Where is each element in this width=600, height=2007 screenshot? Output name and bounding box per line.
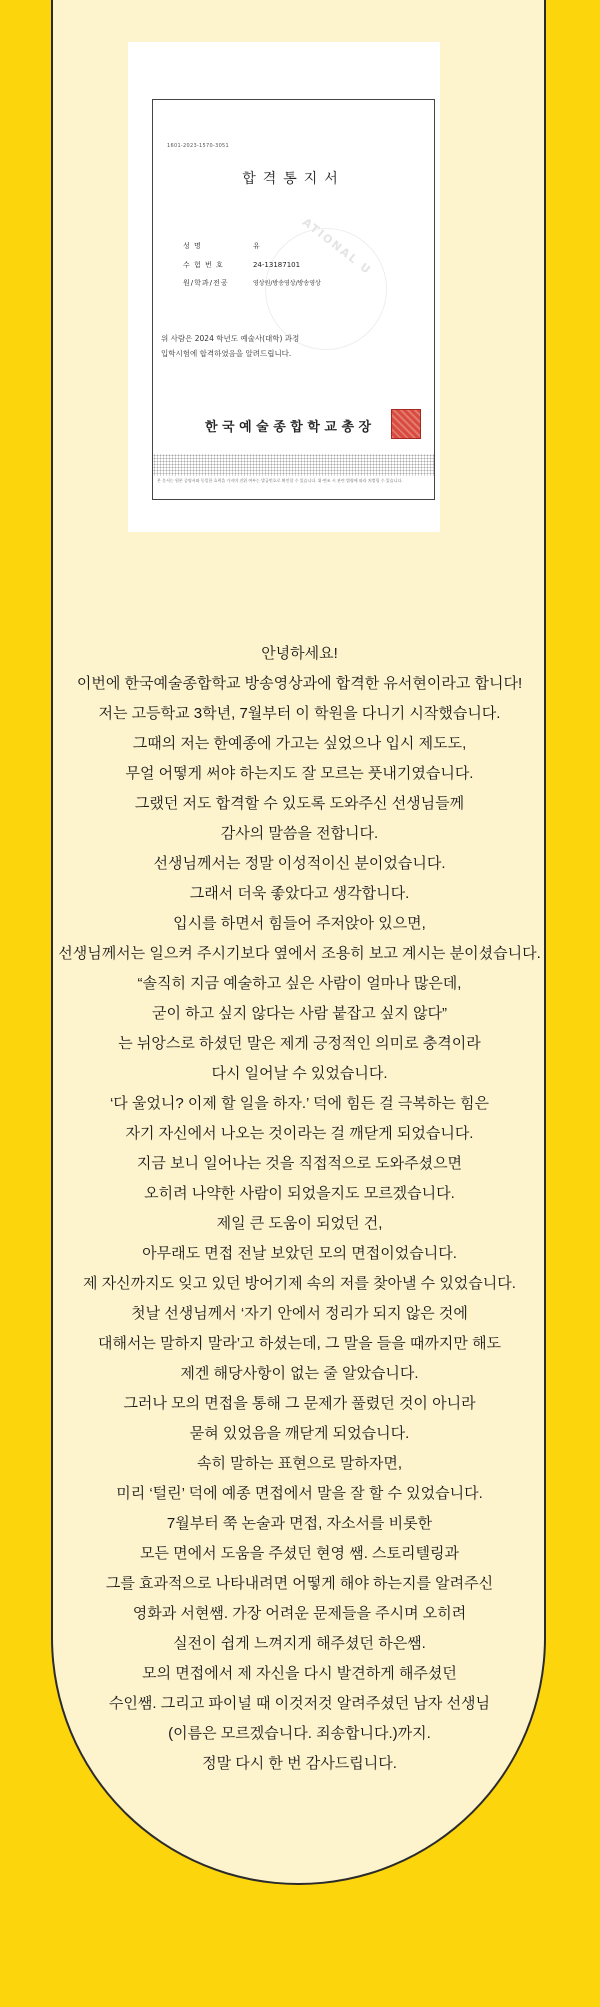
testimonial-line: 저는 고등학교 3학년, 7월부터 이 학원을 다니기 시작했습니다. <box>98 705 501 722</box>
field-value: 24-13187101 <box>253 261 301 269</box>
acceptance-certificate <box>152 99 435 500</box>
testimonial-line: 자기 자신에서 나오는 것이라는 걸 깨닫게 되었습니다. <box>125 1125 474 1142</box>
testimonial-line: 아무래도 면접 전날 보았던 모의 면접이었습니다. <box>142 1245 457 1262</box>
testimonial-line: 선생님께서는 정말 이성적이신 분이었습니다. <box>153 855 446 872</box>
certificate-title: 합격통지서 <box>242 171 345 187</box>
testimonial-line: 감사의 말씀을 전합니다. <box>220 825 379 842</box>
testimonial-line: 영화과 서현쌤. 가장 어려운 문제들을 주시며 오히려 <box>132 1605 467 1622</box>
testimonial-line: 제일 큰 도움이 되었던 건, <box>216 1215 383 1232</box>
security-pattern <box>153 454 434 476</box>
testimonial-line: ‘다 울었니? 이제 할 일을 하자.’ 덕에 힘든 걸 극복하는 힘은 <box>109 1095 490 1112</box>
testimonial-line: 속히 말하는 표현으로 말하자면, <box>196 1455 403 1472</box>
testimonial-line: (이름은 모르겠습니다. 죄송합니다.)까지. <box>168 1725 431 1742</box>
watermark-text: ATIONAL U <box>299 215 375 278</box>
certificate-signature: 한국예술종합학교총장 <box>205 420 376 435</box>
field-label: 수 험 번 호 <box>183 261 224 269</box>
testimonial-line: 모의 면접에서 제 자신을 다시 발견하게 해주셨던 <box>142 1665 457 1682</box>
official-seal <box>391 409 421 439</box>
testimonial-line: 7월부터 쭉 논술과 면접, 자소서를 비롯한 <box>166 1515 433 1532</box>
testimonial-line: 그래서 더욱 좋았다고 생각합니다. <box>189 885 410 902</box>
testimonial-line: 첫날 선생님께서 ‘자기 안에서 정리가 되지 않은 것에 <box>131 1305 468 1322</box>
field-label: 성 명 <box>183 242 202 250</box>
certificate-image <box>128 42 440 532</box>
certificate-body-line: 위 사람은 2024 학년도 예술사(대학) 과정 <box>161 334 300 343</box>
field-value: 유 <box>253 242 260 250</box>
testimonial-line: 그러나 모의 면접을 통해 그 문제가 풀렸던 것이 아니라 <box>123 1395 476 1412</box>
certificate-number: 1601-2023-1570-3051 <box>167 143 230 149</box>
field-exam-number <box>183 260 300 270</box>
field-value: 영상원/방송영상/방송영상 <box>253 280 321 287</box>
testimonial-line: 그를 효과적으로 나타내려면 어떻게 해야 하는지를 알려주신 <box>105 1575 494 1592</box>
testimonial-line: 오히려 나약한 사람이 되었을지도 모르겠습니다. <box>144 1185 455 1202</box>
testimonial-line: 입시를 하면서 힘들어 주저앉아 있으면, <box>173 915 426 932</box>
testimonial-line: 모든 면에서 도움을 주셨던 현영 쌤. 스토리텔링과 <box>140 1545 459 1562</box>
testimonial-line: 그때의 저는 한예종에 가고는 싶었으나 입시 제도도, <box>132 735 467 752</box>
certificate-body <box>161 331 299 361</box>
testimonial-line: 굳이 하고 싶지 않다는 사람 붙잡고 싶지 않다” <box>152 1005 447 1022</box>
testimonial-line: 안녕하세요! <box>261 645 338 662</box>
testimonial-line: “솔직히 지금 예술하고 싶은 사람이 얼마나 많은데, <box>137 975 462 992</box>
field-name <box>183 241 260 251</box>
certificate-body-line: 입학시험에 합격하였음을 알려드립니다. <box>161 349 292 358</box>
testimonial-line: 미리 ‘털린’ 덕에 예종 면접에서 말을 잘 할 수 있었습니다. <box>116 1485 483 1502</box>
testimonial-line: 지금 보니 일어나는 것을 직접적으로 도와주셨으면 <box>136 1155 463 1172</box>
testimonial-line: 이번에 한국예술종합학교 방송영상과에 합격한 유서현이라고 합니다! <box>76 675 523 692</box>
testimonial-line: 는 뉘앙스로 하셨던 말은 제게 긍정적인 의미로 충격이라 <box>118 1035 481 1052</box>
field-department <box>183 278 321 288</box>
testimonial-text <box>51 639 548 1779</box>
certificate-footer: 본 문서는 원본 증명서와 동일한 효력을 가지며 진위 여부는 발급번호로 확인할 수 있습니다. 위·변조 시 관련 법령에 따라 처벌될 수 있습니다. <box>157 478 403 483</box>
testimonial-line: 다시 일어날 수 있었습니다. <box>211 1065 388 1082</box>
testimonial-line: 무얼 어떻게 써야 하는지도 잘 모르는 풋내기였습니다. <box>125 765 474 782</box>
testimonial-line: 제 자신까지도 잊고 있던 방어기제 속의 저를 찾아낼 수 있었습니다. <box>83 1275 516 1292</box>
testimonial-line: 선생님께서는 일으켜 주시기보다 옆에서 조용히 보고 계시는 분이셨습니다. <box>58 945 541 962</box>
testimonial-line: 제겐 해당사항이 없는 줄 알았습니다. <box>180 1365 419 1382</box>
testimonial-line: 묻혀 있었음을 깨닫게 되었습니다. <box>189 1425 410 1442</box>
testimonial-line: 수인쌤. 그리고 파이널 때 이것저것 알려주셨던 남자 선생님 <box>108 1695 491 1712</box>
testimonial-line: 정말 다시 한 번 감사드립니다. <box>202 1755 397 1772</box>
field-label: 원/학과/전공 <box>183 279 229 287</box>
testimonial-line: 실전이 쉽게 느껴지게 해주셨던 하은쌤. <box>173 1635 426 1652</box>
testimonial-line: 그랬던 저도 합격할 수 있도록 도와주신 선생님들께 <box>134 795 465 812</box>
testimonial-line: 대해서는 말하지 말라’고 하셨는데, 그 말을 들을 때까지만 해도 <box>97 1335 502 1352</box>
